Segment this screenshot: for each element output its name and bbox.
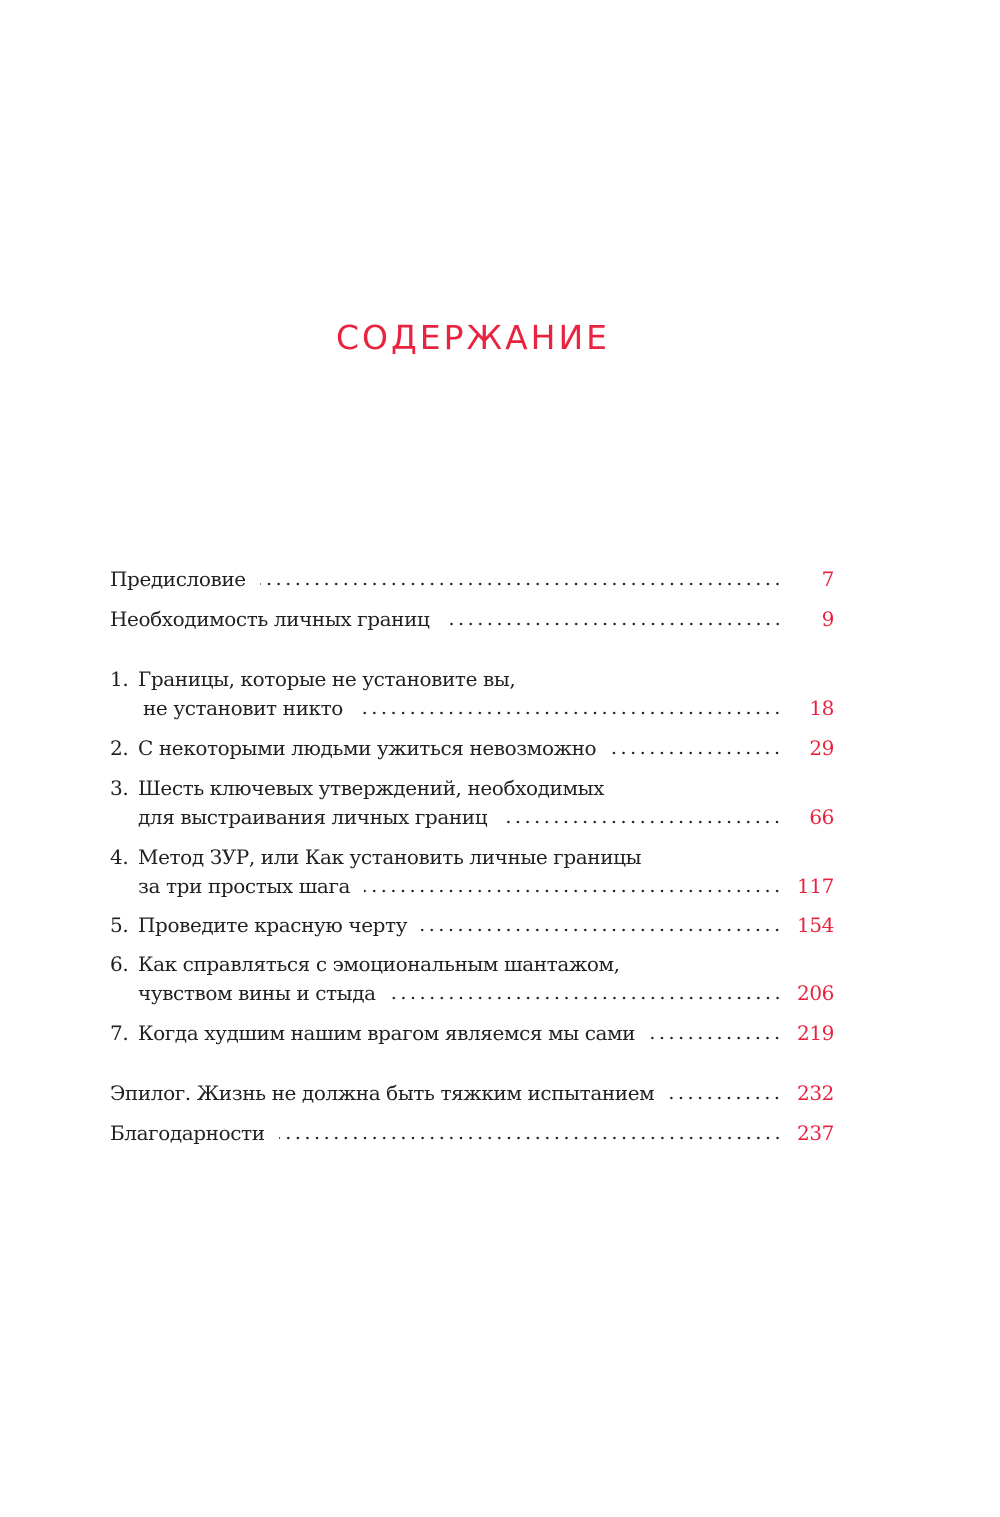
dot-leader (668, 1096, 782, 1100)
toc-entry-chapter-6[interactable] (110, 950, 834, 1008)
entry-title-cont: за три простых шага (138, 874, 351, 898)
toc-entry-chapter-1[interactable] (110, 665, 834, 723)
toc-entry-chapter-3[interactable] (110, 774, 834, 832)
chapter-number: 6. (110, 952, 129, 976)
dot-leader (610, 751, 782, 755)
entry-title: Границы, которые не установите вы, (138, 667, 516, 691)
page-number: 29 (809, 736, 834, 760)
entry-title-cont: для выстраивания личных границ (138, 805, 488, 829)
page-title: СОДЕРЖАНИЕ (335, 318, 611, 357)
entry-title: Шесть ключевых утверждений, необходимых (138, 776, 605, 800)
page-number: 117 (797, 874, 834, 898)
chapter-number: 3. (110, 776, 129, 800)
entry-title: С некоторыми людьми ужиться невозможно (138, 736, 597, 760)
page-number: 9 (821, 607, 834, 631)
dot-leader (357, 711, 782, 715)
dot-leader (421, 928, 782, 932)
chapter-number: 2. (110, 736, 129, 760)
toc-entry-chapter-2[interactable] (110, 734, 834, 763)
toc-entry-chapter-4[interactable] (110, 843, 834, 901)
page-number: 206 (797, 981, 834, 1005)
dot-leader (364, 889, 782, 893)
dot-leader (260, 582, 782, 586)
entry-title-cont: не установит никто (143, 696, 343, 720)
entry-title: Эпилог. Жизнь не должна быть тяжким испытанием (110, 1081, 655, 1105)
page-number: 219 (797, 1021, 834, 1045)
toc-entry-introduction[interactable] (110, 605, 834, 634)
page-number: 66 (809, 805, 834, 829)
dot-leader (649, 1036, 782, 1040)
chapter-number: 7. (110, 1021, 129, 1045)
entry-title: Как справляться с эмоциональным шантажом, (138, 952, 620, 976)
entry-title: Когда худшим нашим врагом являемся мы сами (138, 1021, 636, 1045)
toc-entry-chapter-5[interactable] (110, 911, 834, 940)
page-number: 7 (821, 567, 834, 591)
entry-title: Благодарности (110, 1121, 265, 1145)
page-number: 237 (797, 1121, 834, 1145)
dot-leader (390, 996, 782, 1000)
page-number: 232 (797, 1081, 834, 1105)
toc-entry-acknowledgements[interactable] (110, 1119, 834, 1148)
entry-title: Проведите красную черту (138, 913, 408, 937)
entry-title: Метод ЗУР, или Как установить личные границы (138, 845, 642, 869)
page-number: 18 (809, 696, 834, 720)
entry-title: Необходимость личных границ (110, 607, 430, 631)
dot-leader (501, 820, 782, 824)
chapter-number: 1. (110, 667, 129, 691)
entry-title-cont: чувством вины и стыда (138, 981, 376, 1005)
entry-title: Предисловие (110, 567, 246, 591)
chapter-number: 4. (110, 845, 129, 869)
toc-entry-preface[interactable] (110, 565, 834, 594)
page-number: 154 (797, 913, 834, 937)
dot-leader (279, 1136, 782, 1140)
toc-entry-chapter-7[interactable] (110, 1019, 834, 1048)
toc-entry-epilogue[interactable] (110, 1079, 834, 1108)
dot-leader (444, 622, 782, 626)
chapter-number: 5. (110, 913, 129, 937)
